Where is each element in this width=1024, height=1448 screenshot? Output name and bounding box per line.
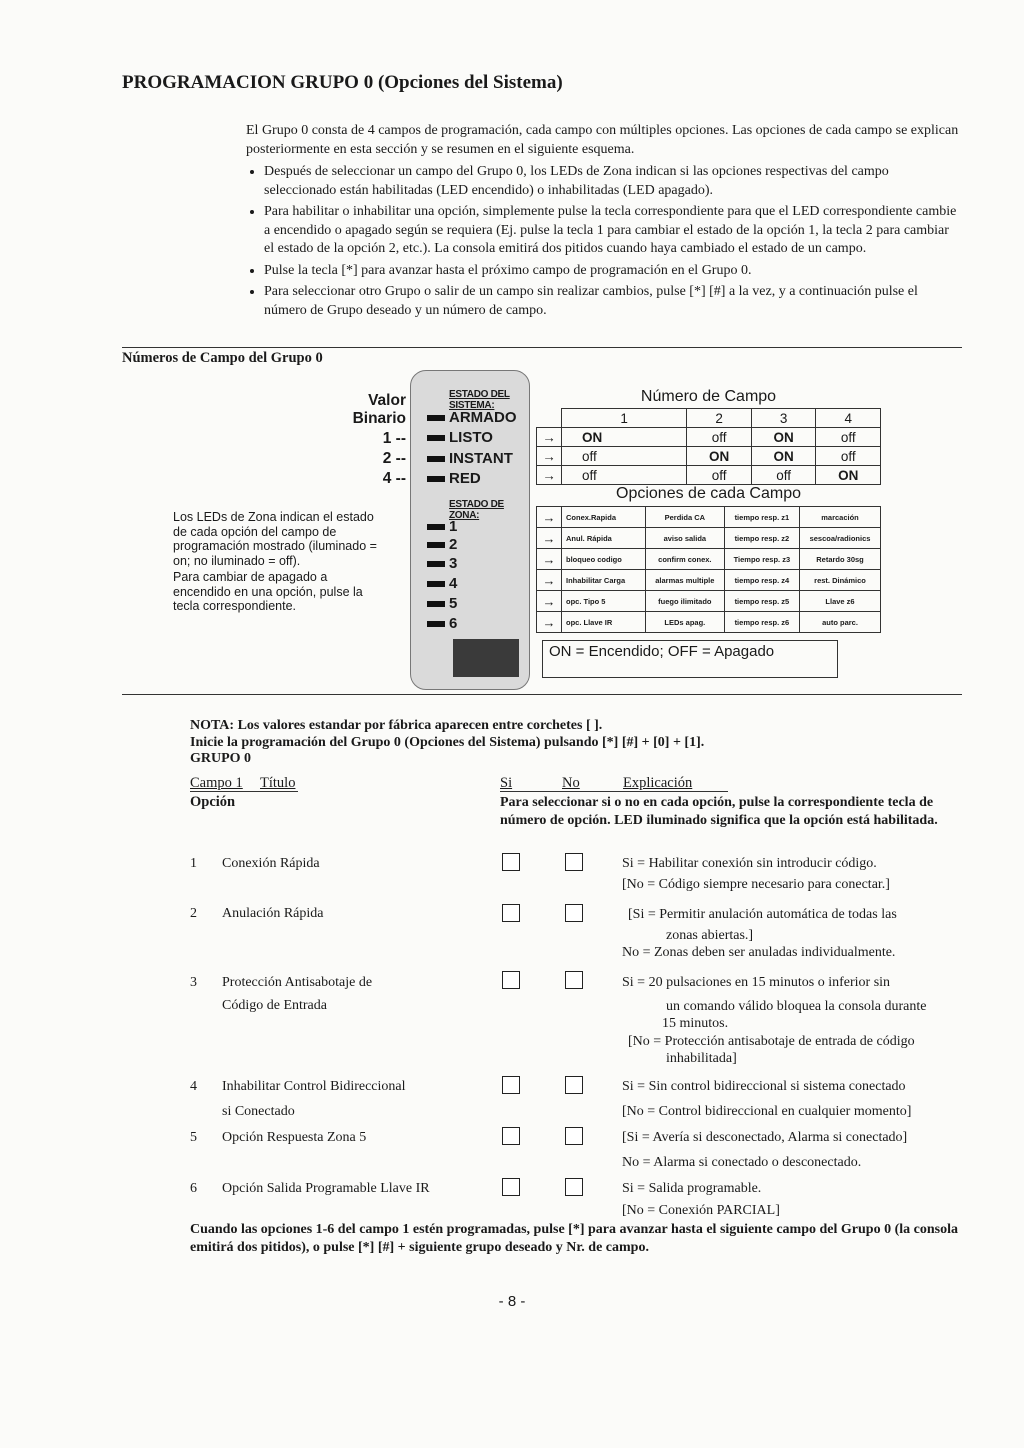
- option-cell: Anul. Rápida: [562, 528, 646, 549]
- binary-value: 4 --: [382, 470, 406, 487]
- binary-cell: ON: [816, 466, 881, 485]
- binary-cell: off: [562, 447, 687, 466]
- intro-section: [246, 122, 961, 323]
- fields-heading: Números de Campo del Grupo 0: [122, 350, 323, 366]
- led-instant: INSTANT: [427, 450, 513, 467]
- header-underline: [190, 791, 298, 792]
- option-cell: Tiempo resp. z3: [724, 549, 799, 570]
- system-status-caption: ESTADO DEL SISTEMA:: [449, 389, 510, 411]
- led-zone-2: 2: [427, 536, 457, 553]
- field-number: 2: [687, 409, 752, 428]
- led-note: [173, 510, 388, 616]
- intro-bullets: [246, 163, 961, 320]
- yes-checkbox[interactable]: [502, 1127, 520, 1145]
- option-cell: fuego ilimitado: [645, 591, 724, 612]
- no-checkbox[interactable]: [565, 853, 583, 871]
- options-caption: Opciones de cada Campo: [616, 485, 801, 502]
- no-checkbox[interactable]: [565, 1076, 583, 1094]
- option-title: si Conectado: [222, 1104, 295, 1119]
- intro-bullet: • Pulse la tecla [*] para avanzar hasta el próximo campo de programación en el Grupo 0.: [264, 262, 961, 281]
- explanation-line: 15 minutos.: [662, 1016, 729, 1031]
- led-zone-1: 1: [427, 518, 457, 535]
- explanation-line: No = Zonas deben ser anuladas individualmente.: [622, 945, 896, 960]
- intro-bullet: • Para habilitar o inhabilitar una opción, simplemente pulse la tecla correspondiente para que el LED correspondiente cambie a encendido o apagado según se requiera (Ej. pulse la tecla 1 para cambiar el estado de la opción 1, la tecla 2 para cambiar el estado de la opción 2, etc.). La consola emitirá dos pitidos cuando haya cambiado el estado de un campo.: [264, 203, 961, 259]
- option-cell: aviso salida: [645, 528, 724, 549]
- binary-cell: off: [562, 466, 687, 485]
- led-zone-4: 4: [427, 575, 457, 592]
- explanation-line: [Si = Permitir anulación automática de todas las: [628, 907, 897, 922]
- binary-table: [536, 408, 881, 485]
- option-title: Inhabilitar Control Bidireccional: [222, 1079, 406, 1094]
- option-cell: opc. Tipo 5: [562, 591, 646, 612]
- note-line: GRUPO 0: [190, 751, 252, 766]
- option-cell: Llave z6: [800, 591, 881, 612]
- no-checkbox[interactable]: [565, 971, 583, 989]
- option-cell: LEDs apag.: [645, 612, 724, 633]
- keypad-display-block: [453, 639, 519, 677]
- option-number: 1: [190, 856, 197, 871]
- binary-value: 1 --: [382, 430, 406, 447]
- closing-instruction: Cuando las opciones 1-6 del campo 1 estén programadas, pulse [*] para avanzar hasta el siguiente campo del Grupo 0 (la consola emitirá dos pitidos), o pulse [*] [#] + siguiente grupo deseado y Nr. de campo.: [190, 1222, 958, 1255]
- header-si: Si: [500, 775, 513, 791]
- option-title: Anulación Rápida: [222, 906, 324, 921]
- option-cell: tiempo resp. z6: [724, 612, 799, 633]
- option-label: Opción: [190, 794, 236, 810]
- page-number: - 8 -: [498, 1293, 526, 1310]
- option-cell: bloqueo codigo: [562, 549, 646, 570]
- intro-bullet: • Para seleccionar otro Grupo o salir de un campo sin realizar cambios, pulse [*] [#] a la vez, y a continuación pulse el número de Grupo deseado y un número de campo.: [264, 283, 961, 320]
- option-cell: Conex.Rapida: [562, 507, 646, 528]
- option-cell: tiempo resp. z4: [724, 570, 799, 591]
- on-off-legend: ON = Encendido; OFF = Apagado: [542, 640, 838, 678]
- explanation-line: inhabilitada]: [666, 1051, 737, 1066]
- no-checkbox[interactable]: [565, 1127, 583, 1145]
- explanation-line: [No = Código siempre necesario para conectar.]: [622, 876, 890, 892]
- note-line: Inicie la programación del Grupo 0 (Opciones del Sistema) pulsando [*] [#] + [0] + [1].: [190, 734, 705, 750]
- option-cell: alarmas multiple: [645, 570, 724, 591]
- led-armado: ARMADO: [427, 409, 517, 426]
- options-table: [536, 506, 881, 633]
- explanation-line: un comando válido bloquea la consola durante: [666, 998, 927, 1014]
- divider: [122, 347, 962, 348]
- field-number: 4: [816, 409, 881, 428]
- option-explanation: [622, 1129, 962, 1171]
- binary-label: Binario: [352, 410, 406, 427]
- arrow-icon: →: [537, 612, 562, 633]
- led-indicator-icon: [427, 524, 445, 530]
- option-cell: tiempo resp. z1: [724, 507, 799, 528]
- intro-bullet: • Después de seleccionar un campo del Grupo 0, los LEDs de Zona indican si las opciones respectivas del campo seleccionado están habilitadas (LED encendido) o inhabilitadas (LED apagado).: [264, 163, 961, 200]
- option-cell: Inhabilitar Carga: [562, 570, 646, 591]
- explanation-line: [No = Control bidireccional en cualquier momento]: [622, 1103, 912, 1119]
- instruction: Para seleccionar si o no en cada opción, pulse la correspondiente tecla de número de opción. LED iluminado significa que la opción está habilitada.: [500, 795, 938, 828]
- field-number-caption: Número de Campo: [640, 388, 777, 405]
- binary-label: Valor: [368, 392, 406, 409]
- option-cell: tiempo resp. z2: [724, 528, 799, 549]
- arrow-icon: →: [537, 507, 562, 528]
- binary-cell: off: [687, 428, 752, 447]
- explanation-line: Si = Sin control bidireccional si sistema conectado: [622, 1079, 906, 1094]
- option-explanation: [622, 1078, 962, 1120]
- option-explanation: [622, 906, 962, 962]
- option-title: Protección Antisabotaje de: [222, 975, 373, 990]
- option-number: 6: [190, 1181, 197, 1196]
- yes-checkbox[interactable]: [502, 1076, 520, 1094]
- option-cell: Retardo 30sg: [800, 549, 881, 570]
- divider: [122, 694, 962, 695]
- explanation-line: [No = Conexión PARCIAL]: [622, 1202, 780, 1218]
- no-checkbox[interactable]: [565, 1178, 583, 1196]
- explanation-line: zonas abiertas.]: [666, 927, 754, 943]
- led-indicator-icon: [427, 581, 445, 587]
- no-checkbox[interactable]: [565, 904, 583, 922]
- led-zone-3: 3: [427, 555, 457, 572]
- arrow-icon: →: [537, 549, 562, 570]
- explanation-line: No = Alarma si conectado o desconectado.: [622, 1154, 862, 1170]
- arrow-icon: →: [537, 447, 562, 466]
- option-cell: confirm conex.: [645, 549, 724, 570]
- led-indicator-icon: [427, 456, 445, 462]
- notes: [190, 718, 704, 768]
- yes-checkbox[interactable]: [502, 853, 520, 871]
- header-no: No: [562, 775, 580, 791]
- intro-paragraph: El Grupo 0 consta de 4 campos de programación, cada campo con múltiples opciones. Las opciones de cada campo se explican posteriormente en esta sección y se resumen en el siguiente esquema.: [246, 123, 959, 157]
- led-listo: LISTO: [427, 429, 493, 446]
- binary-cell: off: [816, 428, 881, 447]
- binary-cell: ON: [562, 428, 687, 447]
- binary-cell: off: [816, 447, 881, 466]
- yes-checkbox[interactable]: [502, 1178, 520, 1196]
- option-explanation: [622, 855, 962, 893]
- header-underline: [500, 791, 728, 792]
- field-number: 1: [562, 409, 687, 428]
- explanation-line: Si = Salida programable.: [622, 1181, 762, 1196]
- led-note-text: Los LEDs de Zona indican el estado de cada opción del campo de programación mostrado (iluminado = on; no iluminado = off).: [173, 510, 377, 568]
- binary-cell: ON: [751, 447, 816, 466]
- header-explanation: Explicación: [623, 775, 693, 791]
- option-cell: tiempo resp. z5: [724, 591, 799, 612]
- field-number: 3: [751, 409, 816, 428]
- led-indicator-icon: [427, 621, 445, 627]
- option-explanation: [622, 974, 962, 1068]
- led-red: RED: [427, 470, 481, 487]
- explanation-line: [Si = Avería si desconectado, Alarma si conectado]: [622, 1130, 908, 1145]
- header-field: Campo 1: [190, 775, 243, 791]
- note-line: NOTA: Los valores estandar por fábrica aparecen entre corchetes [ ].: [190, 718, 603, 733]
- explanation-line: Si = 20 pulsaciones en 15 minutos o inferior sin: [622, 975, 891, 990]
- led-indicator-icon: [427, 476, 445, 482]
- zone-status-caption: ESTADO DE ZONA:: [449, 499, 504, 521]
- option-explanation: [622, 1180, 962, 1219]
- arrow-icon: →: [537, 428, 562, 447]
- binary-cell: off: [687, 466, 752, 485]
- option-title: Opción Respuesta Zona 5: [222, 1130, 367, 1145]
- yes-checkbox[interactable]: [502, 971, 520, 989]
- binary-cell: ON: [751, 428, 816, 447]
- option-title: Conexión Rápida: [222, 856, 320, 871]
- option-number: 3: [190, 975, 197, 990]
- led-indicator-icon: [427, 415, 445, 421]
- option-cell: marcación: [800, 507, 881, 528]
- binary-value: 2 --: [382, 450, 406, 467]
- led-indicator-icon: [427, 542, 445, 548]
- option-number: 4: [190, 1079, 197, 1094]
- led-zone-5: 5: [427, 595, 457, 612]
- keypad-panel: [410, 370, 530, 690]
- option-number: 5: [190, 1130, 197, 1145]
- option-title: Opción Salida Programable Llave IR: [222, 1181, 430, 1196]
- option-cell: sescoa/radionics: [800, 528, 881, 549]
- binary-cell: off: [751, 466, 816, 485]
- header-title: Título: [260, 775, 296, 791]
- led-indicator-icon: [427, 601, 445, 607]
- option-title: Código de Entrada: [222, 998, 327, 1013]
- page-title: PROGRAMACION GRUPO 0 (Opciones del Sistema): [122, 72, 563, 93]
- led-indicator-icon: [427, 435, 445, 441]
- led-indicator-icon: [427, 561, 445, 567]
- arrow-icon: →: [537, 570, 562, 591]
- led-note-text: Para cambiar de apagado a encendido en una opción, pulse la tecla correspondiente.: [173, 570, 363, 613]
- option-cell: rest. Dinámico: [800, 570, 881, 591]
- binary-cell: ON: [687, 447, 752, 466]
- arrow-icon: →: [537, 591, 562, 612]
- explanation-line: [No = Protección antisabotaje de entrada de código: [628, 1033, 915, 1049]
- explanation-line: Si = Habilitar conexión sin introducir código.: [622, 856, 877, 871]
- option-cell: auto parc.: [800, 612, 881, 633]
- arrow-icon: →: [537, 466, 562, 485]
- led-zone-6: 6: [427, 615, 457, 632]
- arrow-icon: →: [537, 528, 562, 549]
- yes-checkbox[interactable]: [502, 904, 520, 922]
- option-number: 2: [190, 906, 197, 921]
- option-cell: Perdida CA: [645, 507, 724, 528]
- option-cell: opc. Llave IR: [562, 612, 646, 633]
